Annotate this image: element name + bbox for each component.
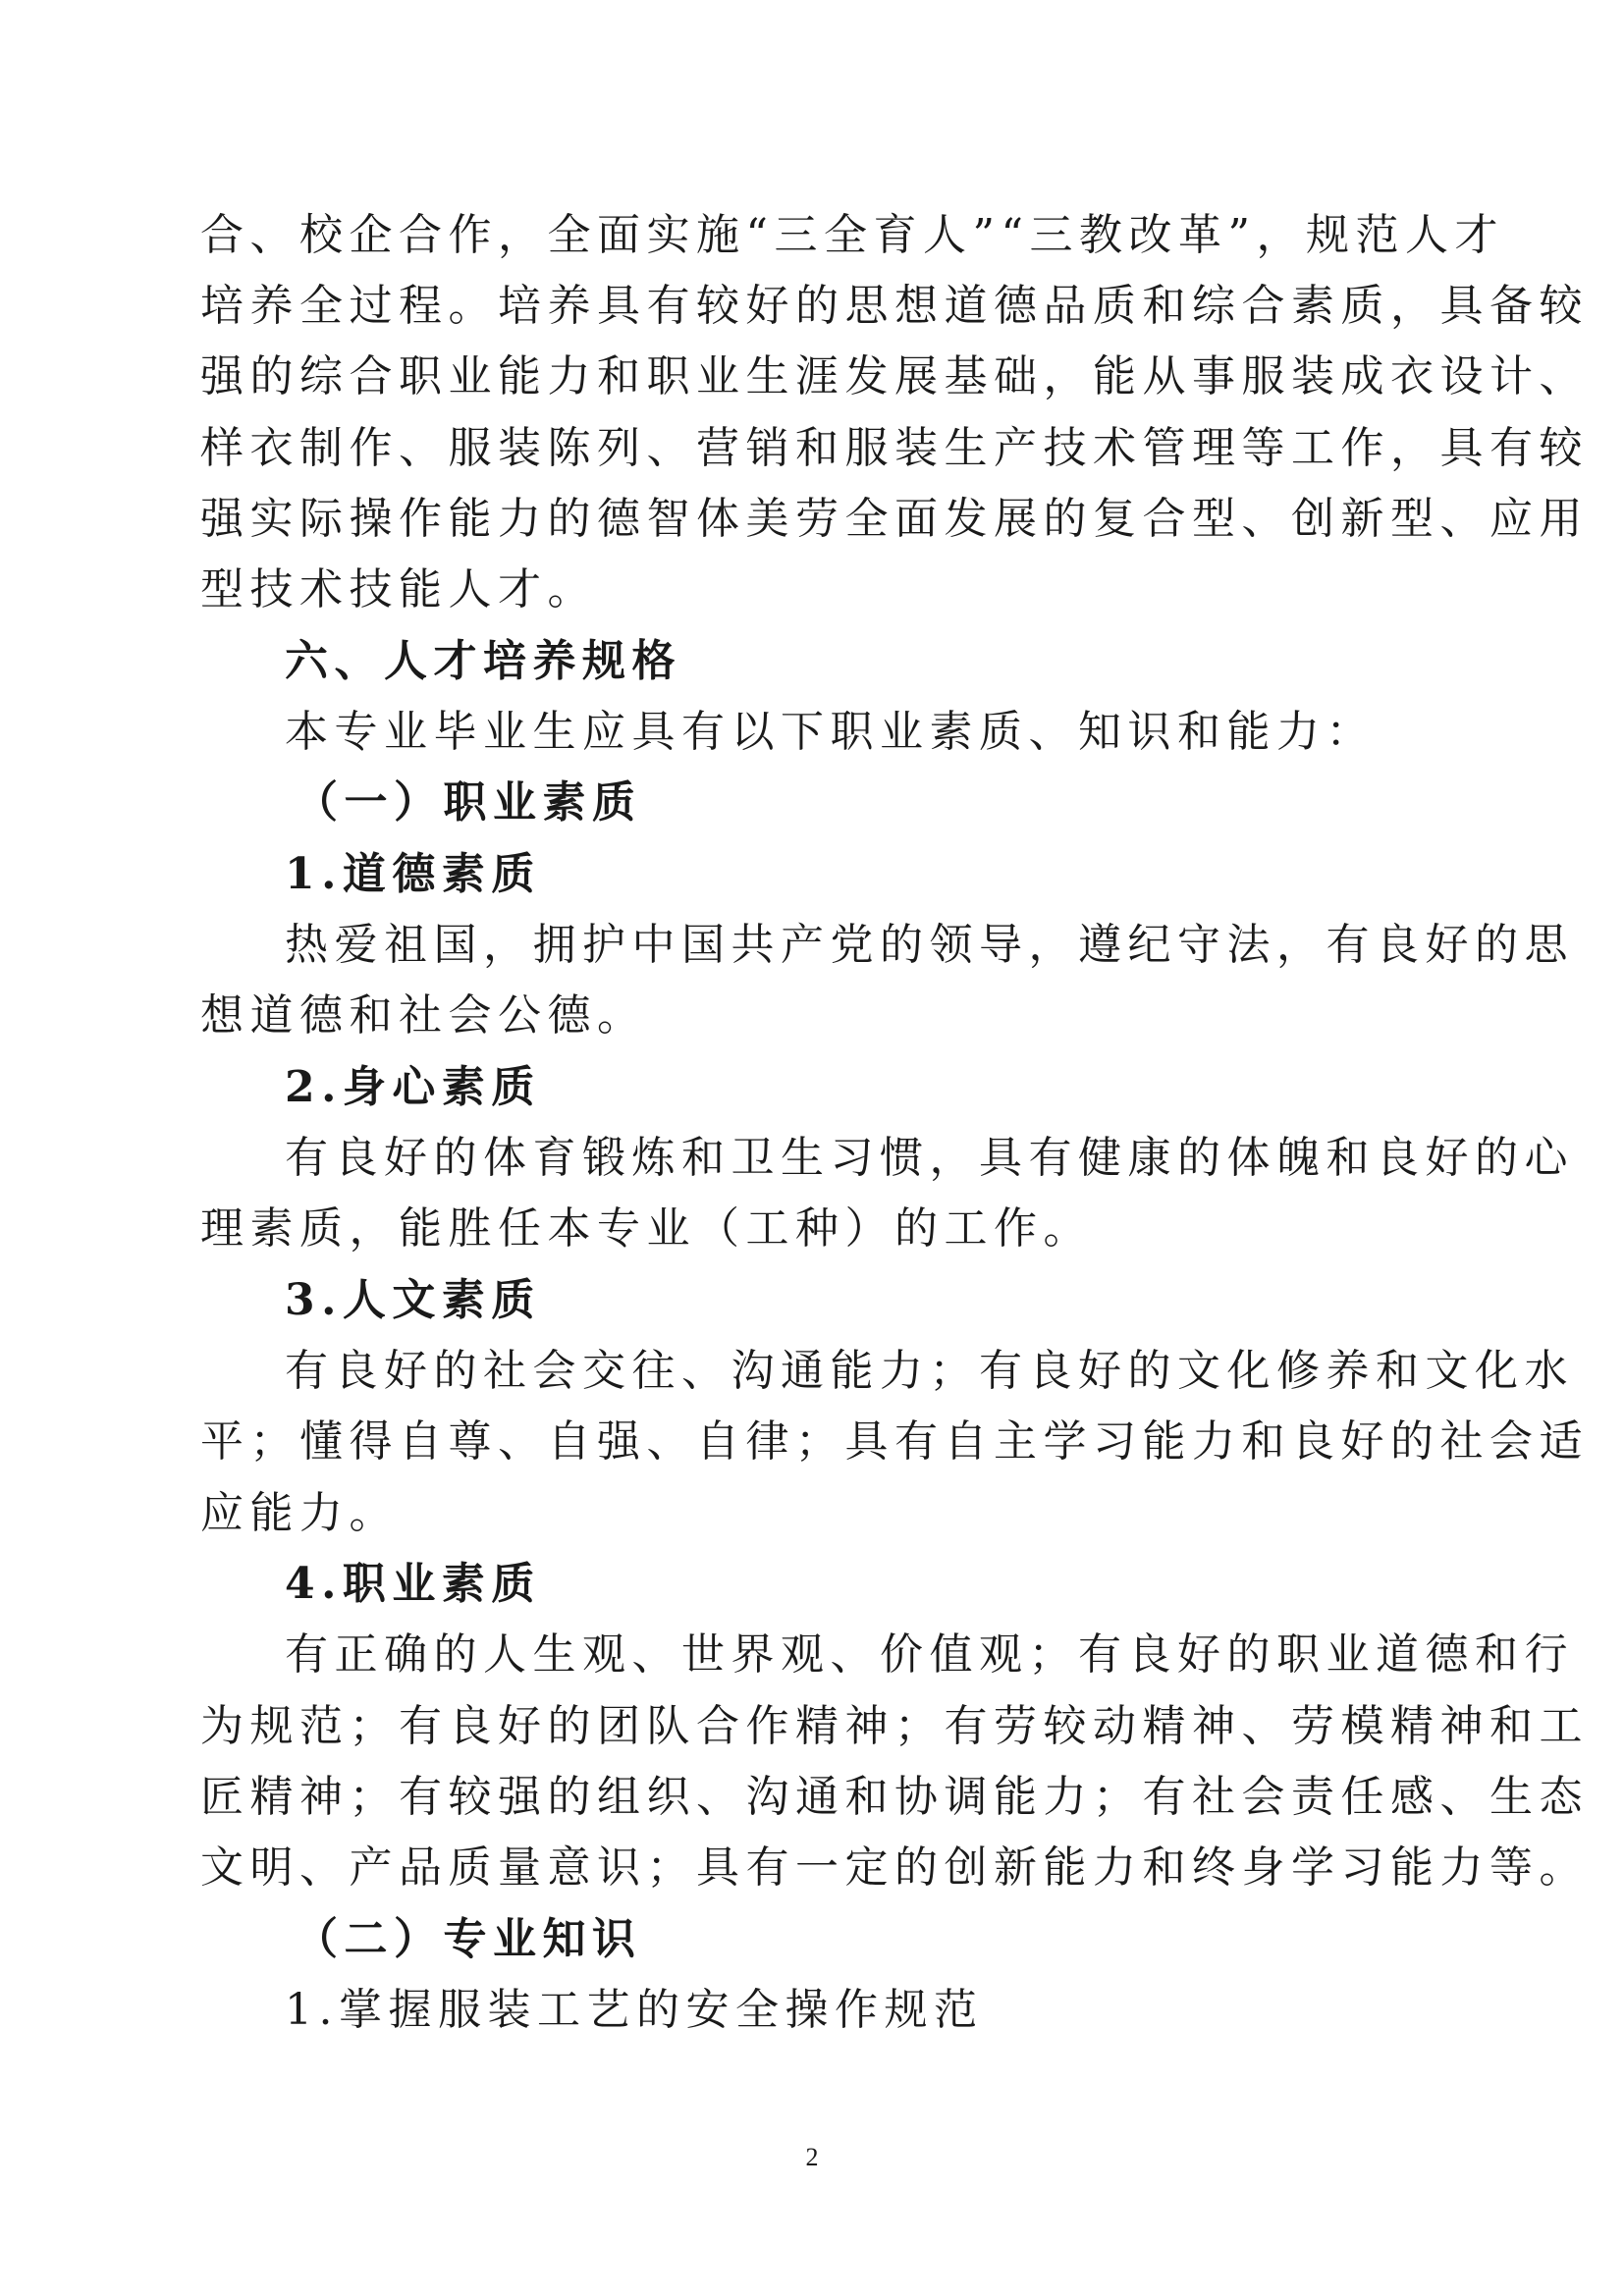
item-heading: 3.人文素质 xyxy=(285,1275,541,1325)
item-heading: 4.职业素质 xyxy=(285,1559,541,1609)
body-text-line: 样衣制作、服装陈列、营销和服装生产技术管理等工作，具有较 xyxy=(200,423,1589,473)
body-text-line: 有正确的人生观、世界观、价值观；有良好的职业道德和行 xyxy=(285,1629,1574,1680)
body-text-line: 培养全过程。培养具有较好的思想道德品质和综合素质，具备较 xyxy=(200,281,1589,331)
body-text-line: 强的综合职业能力和职业生涯发展基础，能从事服装成衣设计、 xyxy=(200,351,1589,401)
body-text-line: 平；懂得自尊、自强、自律；具有自主学习能力和良好的社会适 xyxy=(200,1416,1589,1467)
body-text-line: 理素质，能胜任本专业（工种）的工作。 xyxy=(200,1203,1093,1254)
body-text-line: 本专业毕业生应具有以下职业素质、知识和能力： xyxy=(285,707,1376,757)
body-text-line: 匠精神；有较强的组织、沟通和协调能力；有社会责任感、生态 xyxy=(200,1772,1589,1822)
section-heading: 六、人才培养规格 xyxy=(285,636,681,686)
body-text-line: 为规范；有良好的团队合作精神；有劳较动精神、劳模精神和工 xyxy=(200,1701,1589,1751)
item-heading: 2.身心素质 xyxy=(285,1062,541,1112)
body-text-line: 合、校企合作，全面实施“三全育人”“三教改革”，规范人才 xyxy=(200,210,1504,260)
body-text-line: 强实际操作能力的德智体美劳全面发展的复合型、创新型、应用 xyxy=(200,494,1589,544)
body-text-line: 热爱祖国，拥护中国共产党的领导，遵纪守法，有良好的思 xyxy=(285,920,1574,970)
body-text-line: 型技术技能人才。 xyxy=(200,564,597,614)
subsection-heading: （一）职业素质 xyxy=(295,777,642,828)
body-text-line: 应能力。 xyxy=(200,1488,399,1538)
item-heading: 1.道德素质 xyxy=(285,849,541,899)
page-number: 2 xyxy=(805,2143,819,2171)
body-text-line: 1.掌握服装工艺的安全操作规范 xyxy=(285,1985,984,2035)
body-text-line: 想道德和社会公德。 xyxy=(200,990,647,1041)
body-text-line: 有良好的体育锻炼和卫生习惯，具有健康的体魄和良好的心 xyxy=(285,1133,1574,1183)
body-text-line: 有良好的社会交往、沟通能力；有良好的文化修养和文化水 xyxy=(285,1346,1574,1396)
subsection-heading: （二）专业知识 xyxy=(295,1914,642,1964)
body-text-line: 文明、产品质量意识；具有一定的创新能力和终身学习能力等。 xyxy=(200,1842,1589,1893)
